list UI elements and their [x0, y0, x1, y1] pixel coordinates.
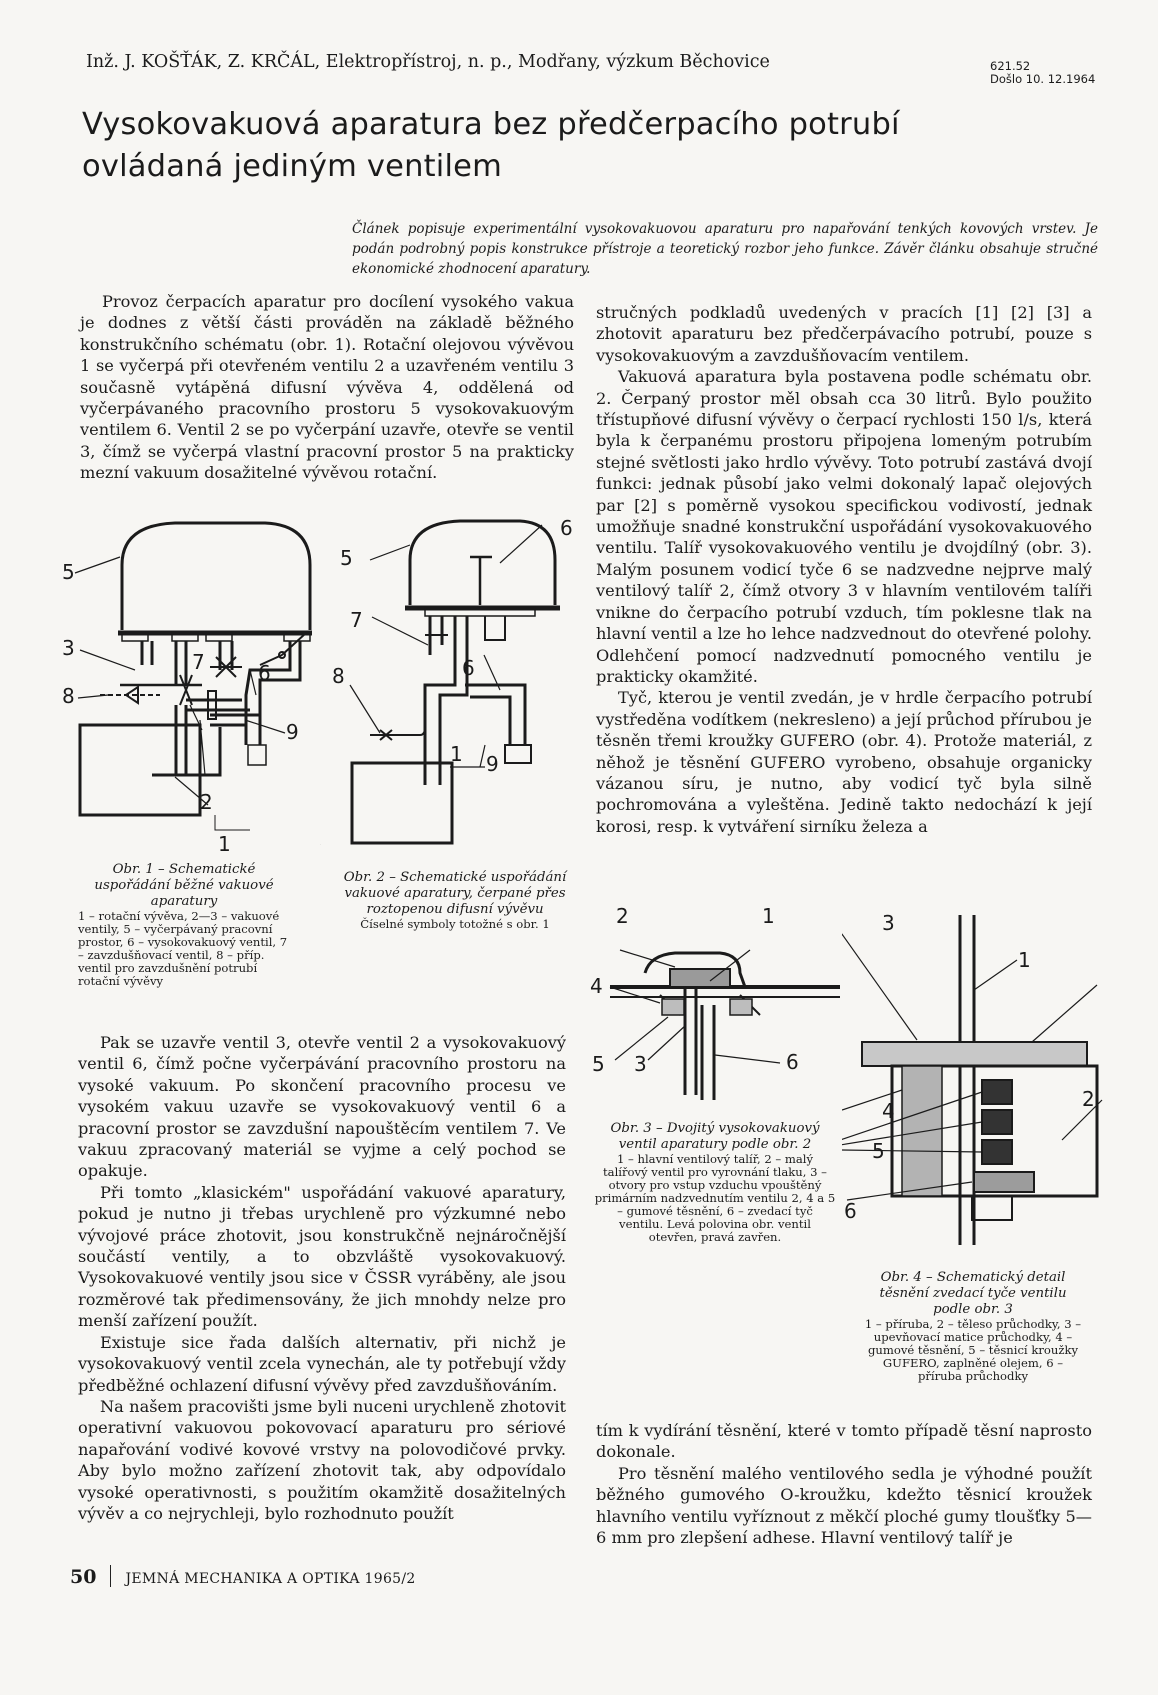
fig1-label: 8 [62, 684, 75, 708]
paragraph: Tyč, kterou je ventil zvedán, je v hrdle čerpacího potrubí vystředěna vodítkem (nekresleno) a její průchod přírubou je těsněn třemi kroužky GUFERO (obr. 4). Protože materiál, z něhož je těsnění GUFERO vyrobeno, obsahuje organicky vázanou síru, je nutno, aby vodicí tyč byla silně pochromována a vyleštěna. Jedině takto nedochází k její korosi, resp. k vytváření sirníku železa a [596, 688, 1092, 836]
fig3-label: 3 [634, 1052, 647, 1076]
figure-1-caption [78, 862, 290, 988]
right-column-top [596, 302, 1092, 837]
fig2-label: 1 [450, 742, 463, 766]
fig4-label: 4 [882, 1099, 895, 1123]
abstract: Článek popisuje experimentální vysokovakuovou aparaturu pro napařování tenkých kovových vrstev. Je podán podrobný popis konstrukce přístroje a teoretický rozbor jeho funkce. Závěr článku obsahuje stručné ekonomické zhodnocení aparatury. [352, 221, 1098, 277]
udc-code: 621.52 [990, 59, 1031, 73]
fig1-label: 6 [258, 661, 271, 685]
left-column-top [80, 291, 574, 484]
received-date: Došlo 10. 12.1964 [990, 72, 1096, 86]
fig2-label-6-top: 6 [560, 516, 573, 540]
fig2-label: 5 [340, 546, 353, 570]
fig3-label: 2 [616, 904, 629, 928]
figure-2-diagram [330, 505, 592, 860]
page-number: 50 [70, 1566, 97, 1588]
fig4-label: 6 [844, 1199, 857, 1223]
caption-title: Obr. 1 – Schematické uspořádání běžné vakuové aparatury [94, 862, 274, 909]
caption-text: 1 – hlavní ventilový talíř, 2 – malý talířový ventil pro vyrovnání tlaku, 3 – otvory pro vstup vzduchu vpouštěný primárním nadzvednutím ventilu 2, 4 a 5 – gumové těsnění, 6 – zvedací tyč ventilu. Levá polovina obr. ventil otevřen, pravá zavřen. [594, 1152, 836, 1244]
fig4-label: 3 [882, 911, 895, 935]
paragraph: Provoz čerpacích aparatur pro docílení vysokého vakua je dodnes z větší části prováděn na základě běžného konstrukčního schématu (obr. 1). Rotační olejovou vývěvou 1 se vyčerpá při otevřeném ventilu 2 a uzavřeném ventilu 3 současně vytápěná difusní vývěva 4, oddělená od vyčerpávaného pracovního prostoru 5 vysokovakuovým ventilem 6. Ventil 2 se po vyčerpání uzavře, otevře se ventil 3, čímž se vyčerpá vlastní pracovní prostor 5 na prakticky mezní vakuum dosažitelné vývěvou rotační. [80, 292, 574, 483]
fig2-label: 6 [462, 656, 475, 680]
figure-4-caption [860, 1270, 1086, 1383]
paragraph: stručných podkladů uvedených v pracích [1] [2] [3] a zhotovit aparaturu bez předčerpávacího potrubí, pouze s vysokovakuovým a zavzdušňovacím ventilem. [596, 303, 1092, 365]
right-column-bottom [596, 1420, 1092, 1548]
caption-text: Číselné symboly totožné s obr. 1 [360, 917, 550, 931]
paragraph: Existuje sice řada dalších alternativ, při nichž je vysokovakuový ventil zcela vynechán, ale ty potřebují vždy předběžné ochlazení difusní vývěvy před zavzdušňováním. [78, 1332, 566, 1395]
paragraph: Při tomto „klasickém" uspořádání vakuové aparatury, pokud je nutno ji třebas urychleně pro výzkumné nebo vývojové práce zhotovit, jsou konstrukčně nejnáročnější součástí ventily, a to obzvláště vysokovakuový. Vysokovakuové ventily jsou sice v ČSSR vyráběny, ale jsou rozměrové tak předimensovány, že jich mnohdy nelze pro menší zařízení použít. [78, 1182, 566, 1331]
fig1-label: 4 [320, 845, 321, 846]
paragraph: Pro těsnění malého ventilového sedla je výhodné použít běžného gumového O-kroužku, kdežto těsnicí kroužek hlavního ventilu vyříznout z měkčí ploché gumy tloušťky 5—6 mm pro zlepšení adhese. Hlavní ventilový talíř je [596, 1463, 1092, 1548]
fig3-label: 6 [786, 1050, 799, 1074]
fig1-label: 9 [286, 720, 299, 744]
footer-divider [110, 1565, 111, 1587]
caption-text: 1 – rotační vývěva, 2—3 – vakuové ventily, 5 – vyčerpávaný pracovní prostor, 6 – vysokovakuový ventil, 7 – zavzdušňovací ventil, 8 – příp. ventil pro zavzdušnění potrubí rotační vývěvy [78, 909, 288, 988]
figure-3-diagram [590, 895, 860, 1120]
fig1-label: 5 [62, 560, 75, 584]
article-title: Vysokovakuová aparatura bez předčerpacího potrubí ovládaná jediným ventilem [82, 107, 900, 184]
paragraph: tím k vydírání těsnění, které v tomto případě těsní naprosto dokonale. [596, 1421, 1092, 1462]
figure-1-diagram [60, 505, 330, 860]
figure-2-caption [330, 870, 580, 931]
fig4-label: 5 [872, 1139, 885, 1163]
fig3-label: 1 [762, 904, 775, 928]
figure-3-caption [594, 1121, 836, 1244]
fig2-label: 8 [332, 664, 345, 688]
page-footer [70, 1565, 416, 1588]
caption-title: Obr. 3 – Dvojitý vysokovakuový ventil aparatury podle obr. 2 [610, 1121, 820, 1152]
figure-4-diagram [842, 900, 1112, 1265]
fig1-label: 2 [200, 790, 213, 814]
fig2-label: 7 [350, 608, 363, 632]
fig1-label: 7 [192, 650, 205, 674]
paragraph: Pak se uzavře ventil 3, otevře ventil 2 a vysokovakuový ventil 6, čímž počne vyčerpávání pracovního prostoru na vysoké vakuum. Po skončení pracovního procesu ve vysokém vakuu uzavře se vysokovakuový ventil 6 a pracovní prostor se zavzdušní napouštěcím ventilem 7. Ve vakuu zpracovaný materiál se vyjme a celý pochod se opakuje. [78, 1033, 566, 1181]
caption-title: Obr. 2 – Schematické uspořádání vakuové aparatury, čerpané přes roztopenou difusní vývěvu [343, 870, 567, 917]
fig4-label: 1 [1018, 948, 1031, 972]
fig3-label: 5 [592, 1052, 605, 1076]
header-meta [990, 60, 1095, 86]
left-column-bottom [78, 1032, 566, 1524]
fig4-label: 2 [1082, 1087, 1095, 1111]
fig1-label: 1 [218, 832, 231, 856]
journal-name: JEMNÁ MECHANIKA A OPTIKA 1965/2 [125, 1571, 416, 1587]
fig2-label: 9 [486, 752, 499, 776]
caption-text: 1 – příruba, 2 – těleso průchodky, 3 – upevňovací matice průchodky, 4 – gumové těsnění, 5 – těsnicí kroužky GUFERO, zaplněné olejem, 6 – příruba průchodky [864, 1317, 1082, 1383]
paragraph: Na našem pracovišti jsme byli nuceni urychleně zhotovit operativní vakuovou pokovovací aparaturu pro sériové napařování vodivé kovové vrstvy na polovodičové prvky. Aby bylo možno zařízení zhotovit tak, aby odpovídalo vysoké operativnosti, s použitím okamžitě dosažitelných vývěv a co nejrychleji, bylo rozhodnuto použít [78, 1396, 566, 1523]
header-authors: Inž. J. KOŠŤÁK, Z. KRČÁL, Elektropřístroj, n. p., Modřany, výzkum Běchovice [86, 52, 770, 72]
caption-title: Obr. 4 – Schematický detail těsnění zvedací tyče ventilu podle obr. 3 [879, 1270, 1067, 1317]
fig1-label: 3 [62, 636, 75, 660]
paragraph: Vakuová aparatura byla postavena podle schématu obr. 2. Čerpaný prostor měl obsah cca 30 litrů. Bylo použito třístupňové difusní vývěvy o čerpací rychlosti 150 l/s, která byla k čerpanému prostoru připojena lomeným potrubím stejné světlosti jako hrdlo vývěvy. Toto potrubí zastává dvojí funkci: jednak působí jako velmi dokonalý lapač olejových par [2] s poměrně vysokou specifickou vodivostí, jednak umožňuje snadné konstrukční uspořádání vysokovakuového ventilu. Talíř vysokovakuového ventilu je dvojdílný (obr. 3). Malým posunem vodicí tyče 6 se nadzvedne nejprve malý ventilový talíř 2, čímž otvory 3 v hlavním ventilovém talíři vnikne do čerpacího potrubí vzduch, tím poklesne tlak na hlavní ventil a lze ho lehce nadzvednout do otevřené polohy. Odlehčení pomocí nadzvednutí pomocného ventilu je prakticky okamžité. [596, 367, 1092, 686]
fig3-label: 4 [590, 974, 603, 998]
